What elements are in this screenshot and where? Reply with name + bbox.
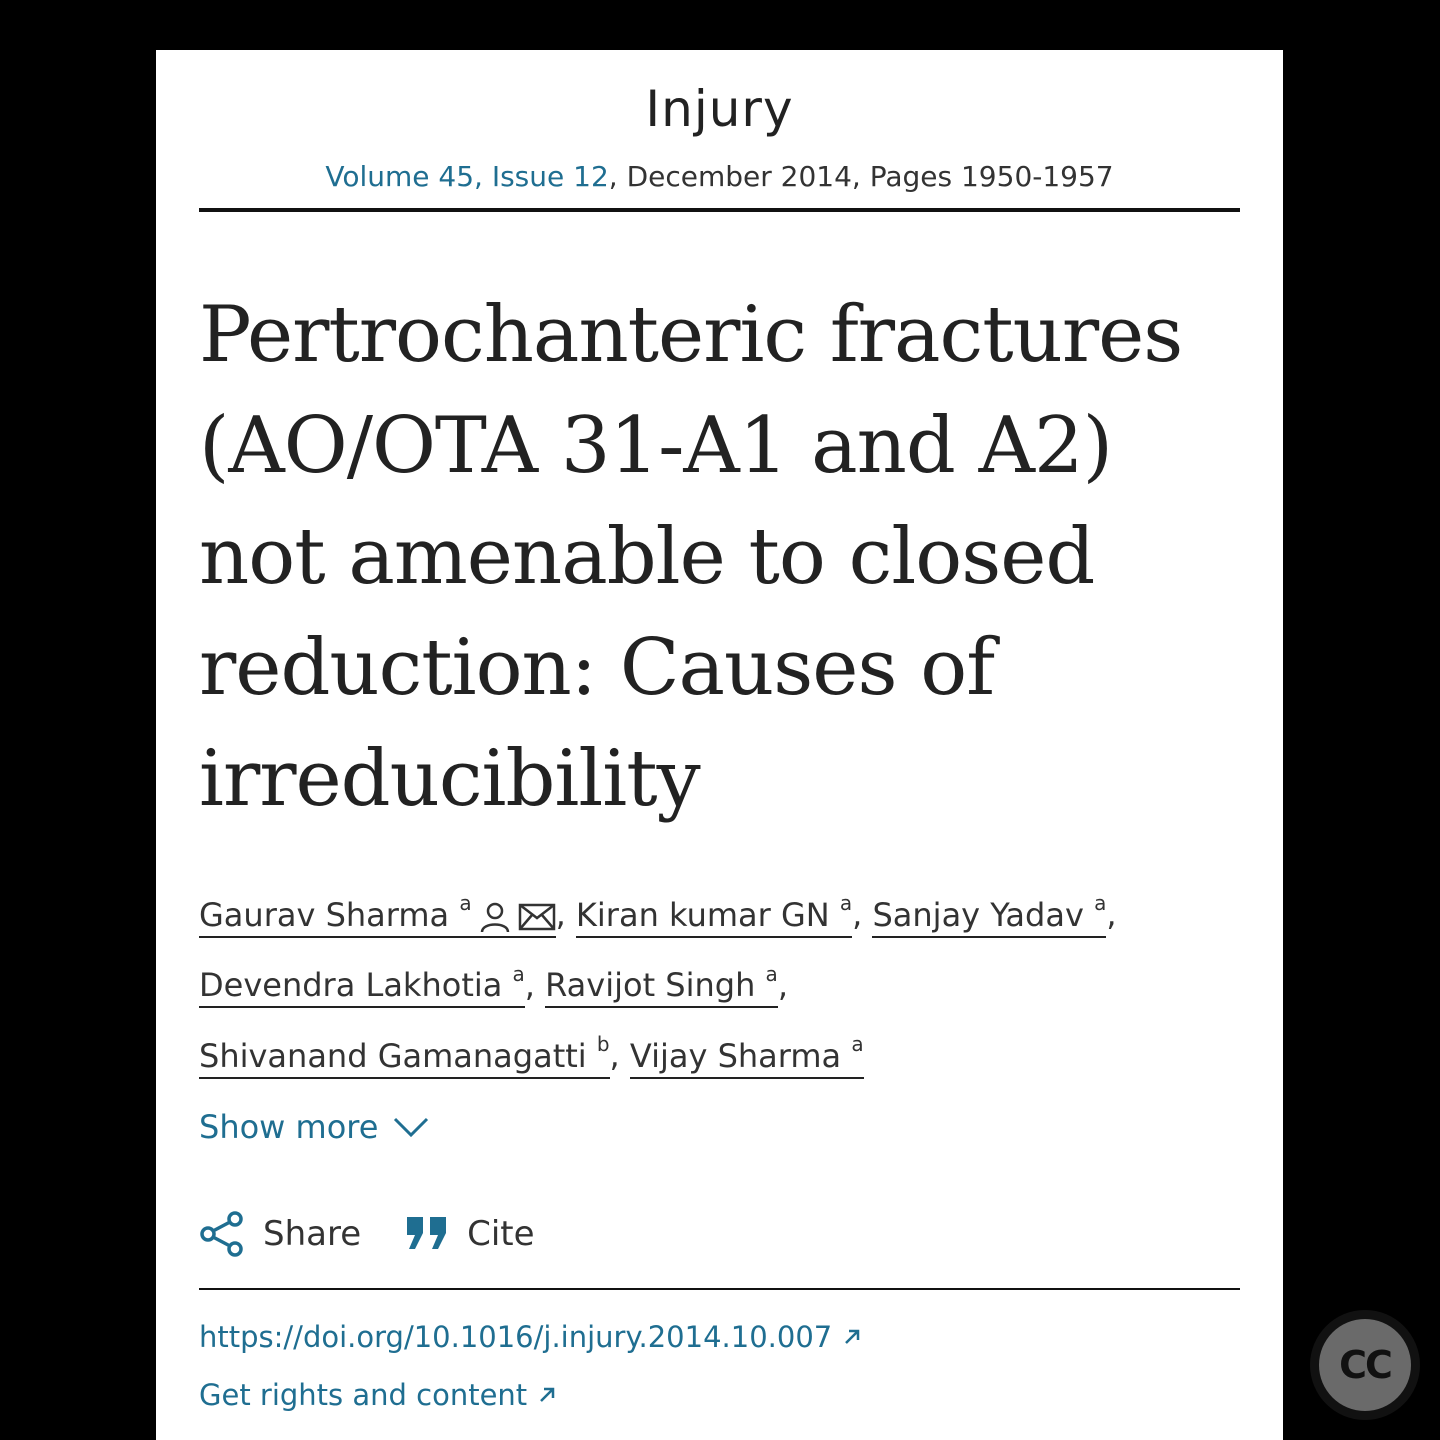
- header-divider: [199, 208, 1240, 212]
- show-more-button[interactable]: [199, 1108, 430, 1146]
- rights-text: Get rights and content: [199, 1378, 528, 1412]
- share-button[interactable]: [199, 1210, 361, 1258]
- email-icon: [518, 902, 556, 932]
- doi-text: https://doi.org/10.1016/j.injury.2014.10.007: [199, 1320, 833, 1354]
- author-ravijot-singh[interactable]: Ravijot Singh $^a$: [545, 966, 778, 1008]
- rights-link[interactable]: [199, 1378, 557, 1412]
- doi-link[interactable]: [199, 1320, 862, 1354]
- author-sanjay-yadav[interactable]: Sanjay Yadav $^a$: [872, 896, 1106, 938]
- actions-divider: [199, 1288, 1240, 1290]
- article-title: Pertrochanteric fractures (AO/OTA 31-A1 and A2) not amenable to closed reduction: Causes of irreducibility: [199, 290, 1183, 824]
- quote-icon: [405, 1215, 449, 1253]
- journal-title[interactable]: Injury: [645, 80, 794, 138]
- author-devendra-lakhotia[interactable]: Devendra Lakhotia $^a$: [199, 966, 525, 1008]
- share-icon: [199, 1210, 245, 1258]
- person-icon: [478, 900, 512, 934]
- show-more-label: Show more: [199, 1108, 379, 1146]
- cc-badge[interactable]: [1310, 1310, 1420, 1420]
- volume-issue-link[interactable]: Volume 45, Issue 12: [325, 160, 609, 193]
- author-list: Gaurav Sharma $^a$ , Kiran kumar GN $^a$, Sanjay Yadav $^a$, Devendra Lakhotia $^a$, Ravijot Singh $^a$, Shivanand Gamanagatti $^b$, Vijay Sharma $^a$: [199, 876, 1249, 1088]
- external-link-icon: [537, 1385, 557, 1405]
- cite-button[interactable]: [405, 1214, 534, 1254]
- date-pages: , December 2014, Pages 1950-1957: [608, 160, 1114, 193]
- cc-label: CC: [1339, 1343, 1391, 1387]
- chevron-down-icon: [392, 1115, 430, 1139]
- share-label: Share: [263, 1214, 362, 1254]
- author-shivanand-gamanagatti[interactable]: Shivanand Gamanagatti $^b$: [199, 1037, 610, 1079]
- cc-logo: [1319, 1319, 1411, 1411]
- cite-label: Cite: [467, 1214, 535, 1254]
- issue-line: [156, 160, 1283, 193]
- author-kiran-kumar-gn[interactable]: Kiran kumar GN $^a$: [576, 896, 852, 938]
- external-link-icon: [842, 1327, 862, 1347]
- author-gaurav-sharma[interactable]: Gaurav Sharma $^a$: [199, 896, 556, 938]
- article-header-card: [156, 50, 1283, 1440]
- article-actions: [199, 1210, 535, 1258]
- author-vijay-sharma[interactable]: Vijay Sharma $^a$: [630, 1037, 864, 1079]
